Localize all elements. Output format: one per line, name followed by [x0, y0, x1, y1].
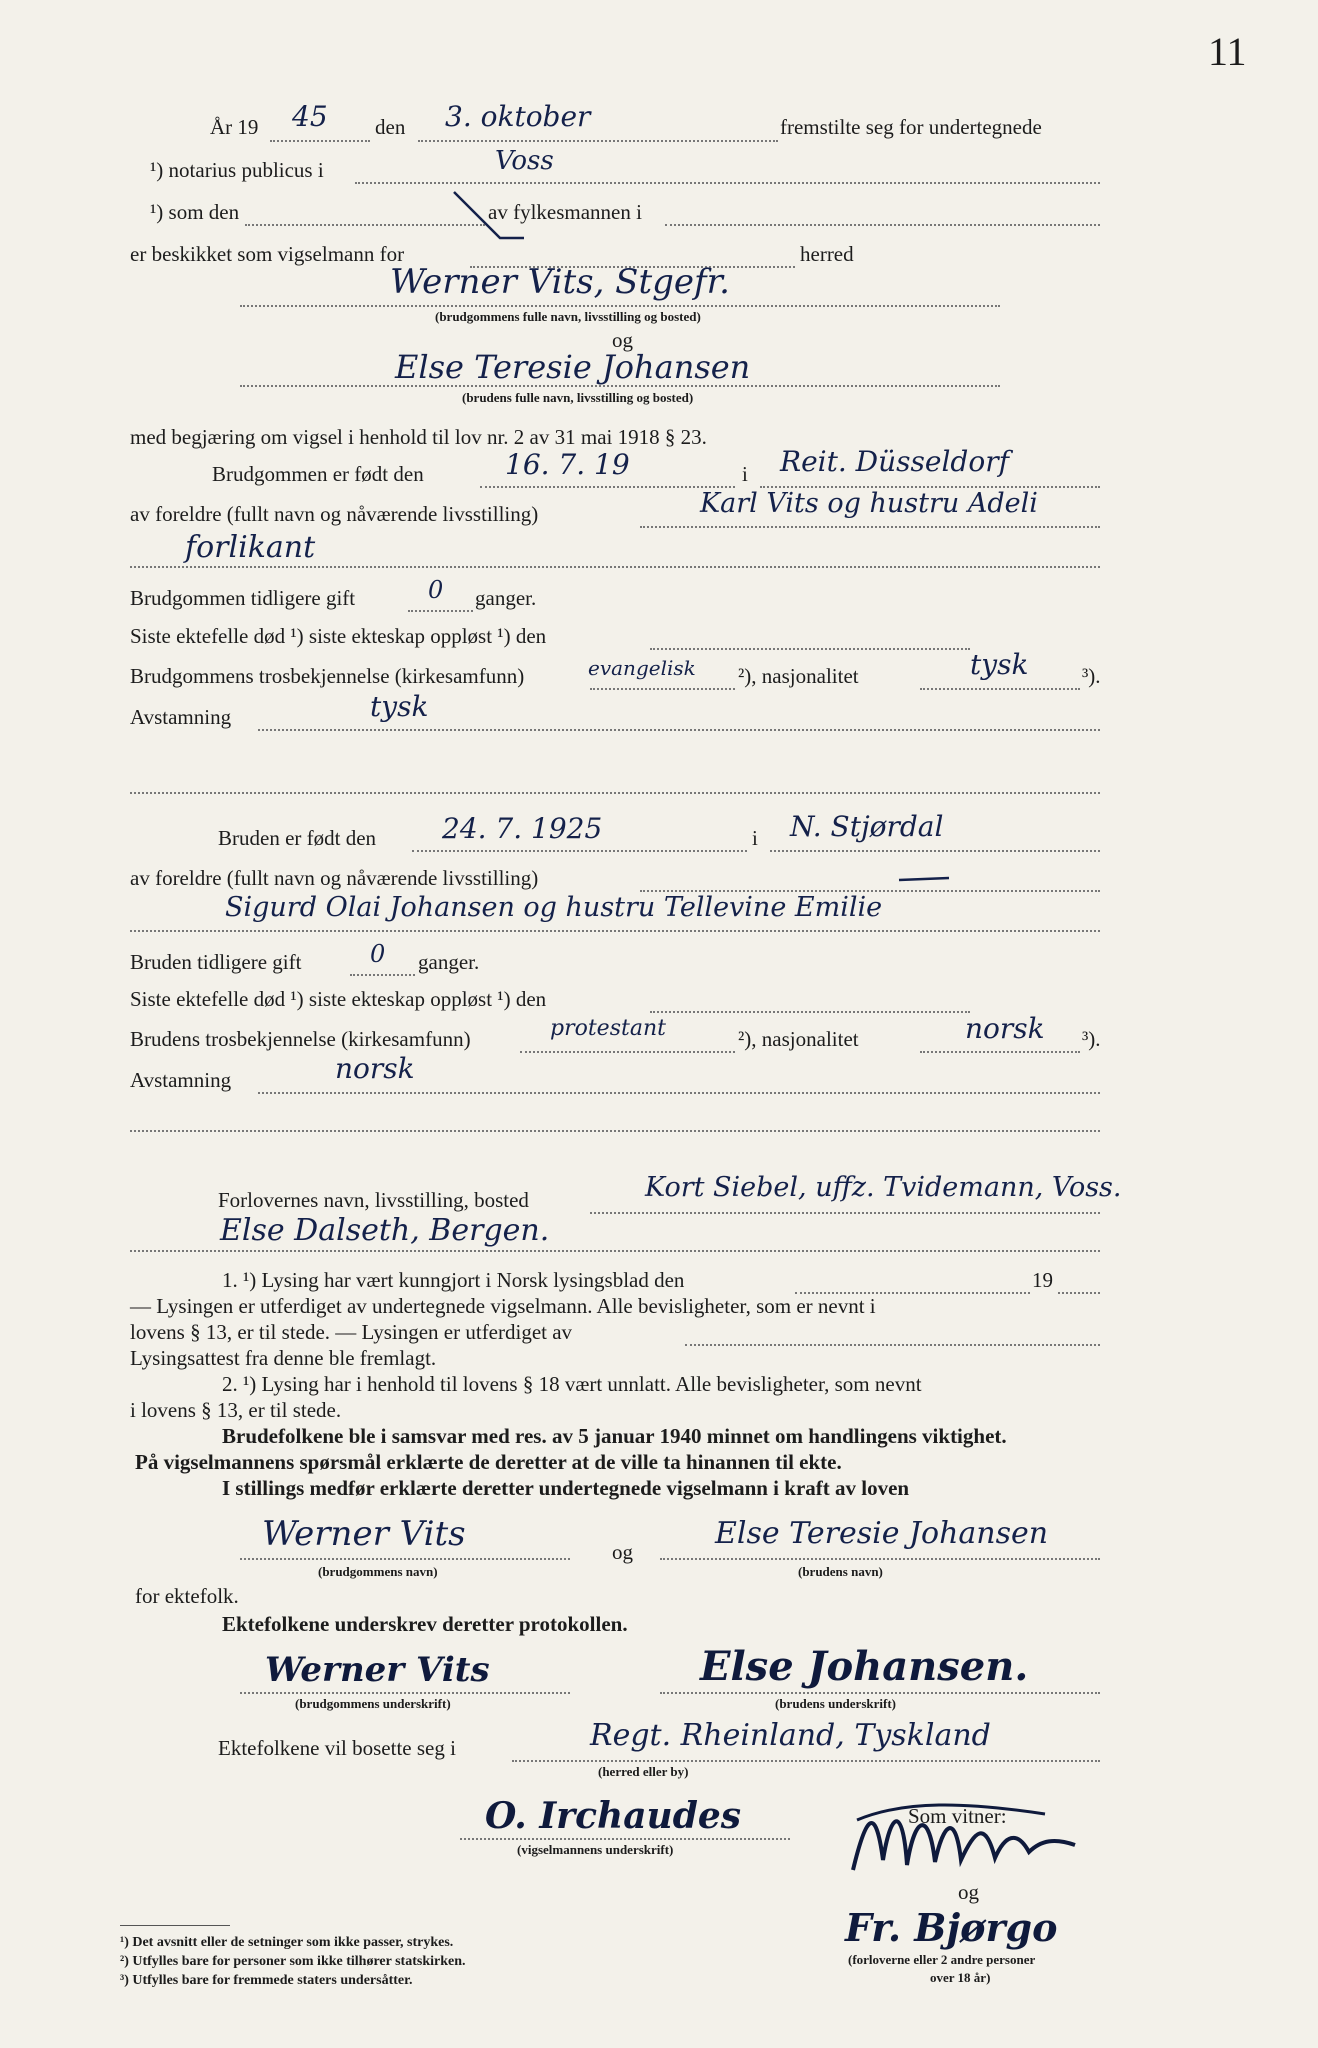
groom-nat-dots — [920, 688, 1080, 690]
witness-caption-2: over 18 år) — [930, 1970, 991, 1985]
bride-sig-line — [660, 1692, 1100, 1694]
footnote-rule — [120, 1925, 230, 1926]
groom-born-i: i — [742, 462, 748, 486]
year-value: 45 — [292, 100, 328, 133]
body-p7: Brudefolkene ble i samsvar med res. av 5 januar 1940 minnet om handlingens viktighet. — [222, 1424, 1007, 1448]
groom-born-dots — [480, 486, 735, 488]
witness-caption-1: (forloverne eller 2 andre personer — [848, 1952, 1036, 1967]
date-value: 3. oktober — [445, 100, 591, 133]
bride-fn3: ³). — [1082, 1027, 1101, 1051]
officiant-caption: (vigselmannens underskrift) — [517, 1842, 674, 1857]
decl-groom-name: Werner Vits — [262, 1514, 466, 1554]
bride-signature: Else Johansen. — [700, 1643, 1029, 1690]
groom-parents-dots2 — [130, 566, 1100, 568]
groom-fn3: ³). — [1082, 664, 1101, 688]
groom-avst-dots — [258, 729, 1100, 731]
beskikket-label: er beskikket som vigselmann for — [130, 242, 405, 266]
fylkesmannen-dots — [665, 224, 1100, 226]
strike-mark-2 — [895, 870, 955, 890]
bride-born-dots — [412, 850, 747, 852]
bride-faith-label: Brudens trosbekjennelse (kirkesamfunn) — [130, 1027, 471, 1051]
groom-faith-value: evangelisk — [588, 656, 696, 680]
bride-nat-value: norsk — [965, 1012, 1045, 1045]
som-den-dots — [245, 224, 485, 226]
groom-ganger: ganger. — [475, 586, 537, 610]
bride-avst-value: norsk — [335, 1052, 415, 1085]
groom-avst-label: Avstamning — [130, 705, 232, 729]
bride-last-spouse: Siste ektefelle død ¹) siste ekteskap oppløst ¹) den — [130, 987, 547, 1011]
groom-faith-dots — [590, 688, 735, 690]
herred-label: herred — [800, 242, 854, 266]
bride-avst-label: Avstamning — [130, 1068, 232, 1092]
body-p9: I stillings medfør erklærte deretter undertegnede vigselmann i kraft av loven — [222, 1476, 910, 1500]
witness-og: og — [958, 1880, 979, 1904]
bride-avst-dots — [258, 1092, 1100, 1094]
body-p6: i lovens § 13, er til stede. — [130, 1398, 342, 1422]
witness-2-signature: Fr. Bjørgo — [845, 1905, 1058, 1950]
footnote-3: ³) Utfylles bare for fremmede staters undersåtter. — [120, 1973, 413, 1988]
bride-prev-dots — [350, 974, 415, 976]
bride-born-place: N. Stjørdal — [790, 810, 944, 843]
body-p4: Lysingsattest fra denne ble fremlagt. — [130, 1346, 437, 1370]
bosette-value: Regt. Rheinland, Tyskland — [590, 1718, 991, 1753]
bride-last-dots — [650, 1011, 970, 1013]
bride-nat-dots — [920, 1051, 1080, 1053]
officiant-signature: O. Irchaudes — [485, 1795, 742, 1837]
forlovere-dots — [590, 1212, 1100, 1214]
groom-name-value: Werner Vits, Stgefr. — [390, 262, 730, 302]
strike-mark — [452, 188, 532, 248]
notarius-label: ¹) notarius publicus i — [150, 158, 324, 182]
forlovere-value2: Else Dalseth, Bergen. — [220, 1213, 550, 1248]
groom-prev-value: 0 — [428, 576, 444, 604]
groom-name-line — [240, 305, 1000, 307]
groom-fn2: ²), nasjonalitet — [738, 664, 859, 688]
date-dots — [418, 140, 778, 142]
decl-bride-dots — [660, 1558, 1100, 1560]
bride-parents-label: av foreldre (fullt navn og nåværende livsstilling) — [130, 866, 539, 890]
groom-name-caption: (brudgommens fulle navn, livsstilling og bosted) — [435, 309, 701, 324]
groom-parents-value2: forlikant — [185, 530, 316, 565]
bride-sig-caption: (brudens underskrift) — [775, 1696, 896, 1711]
body-p1-dots2 — [1058, 1292, 1100, 1294]
bride-prev-value: 0 — [370, 940, 386, 968]
year-dots — [270, 140, 370, 142]
decl-og: og — [612, 1540, 633, 1564]
for-ektefolk: for ektefolk. — [135, 1584, 239, 1608]
bride-faith-value: protestant — [550, 1016, 666, 1041]
groom-blank-line — [130, 792, 1100, 794]
footnote-2: ²) Utfylles bare for personer som ikke tilhører statskirken. — [120, 1954, 466, 1969]
groom-born-label: Brudgommen er født den — [212, 462, 424, 486]
forlovere-dots2 — [130, 1250, 1100, 1252]
groom-last-spouse: Siste ektefelle død ¹) siste ekteskap oppløst ¹) den — [130, 624, 547, 648]
bride-prev-label: Bruden tidligere gift — [130, 950, 302, 974]
den-label: den — [375, 115, 406, 139]
groom-sig-line — [240, 1692, 570, 1694]
som-den-label: ¹) som den — [150, 200, 240, 224]
groom-born-place: Reit. Düsseldorf — [780, 445, 1009, 478]
bride-fn2: ²), nasjonalitet — [738, 1027, 859, 1051]
request-text: med begjæring om vigsel i henhold til lov nr. 2 av 31 mai 1918 § 23. — [130, 425, 707, 449]
bride-born-date: 24. 7. 1925 — [442, 812, 603, 845]
footnote-1: ¹) Det avsnitt eller de setninger som ikke passer, strykes. — [120, 1935, 454, 1950]
body-p1-19: 19 — [1032, 1268, 1053, 1292]
decl-groom-dots — [240, 1558, 570, 1560]
body-p8: På vigselmannens spørsmål erklærte de deretter at de ville ta hinannen til ekte. — [135, 1450, 842, 1474]
bride-faith-dots — [520, 1051, 735, 1053]
bosette-dots — [512, 1760, 1100, 1762]
body-p5: 2. ¹) Lysing har i henhold til lovens § 18 vært unnlatt. Alle bevisligheter, som nevnt — [222, 1372, 922, 1396]
body-p1: 1. ¹) Lysing har vært kunngjort i Norsk lysingsblad den — [222, 1268, 685, 1292]
fylkesmannen-label: av fylkesmannen i — [488, 200, 642, 224]
groom-parents-value: Karl Vits og hustru Adeli — [700, 488, 1038, 519]
og-label: og — [612, 328, 633, 352]
officiant-sig-line — [460, 1838, 790, 1840]
groom-prev-label: Brudgommen tidligere gift — [130, 586, 356, 610]
year-label: År 19 — [210, 115, 259, 139]
body-p3-dots — [685, 1344, 1100, 1346]
groom-signature: Werner Vits — [265, 1650, 490, 1690]
fremstilte-label: fremstilte seg for undertegnede — [780, 115, 1042, 139]
bride-name-caption: (brudens fulle navn, livsstilling og bosted) — [462, 390, 694, 405]
groom-last-dots — [650, 648, 970, 650]
bosette-label: Ektefolkene vil bosette seg i — [218, 1736, 456, 1760]
som-vitner: Som vitner: — [908, 1804, 1007, 1828]
bride-blank-line — [130, 1130, 1100, 1132]
bride-born-i: i — [752, 826, 758, 850]
decl-groom-caption: (brudgommens navn) — [318, 1564, 438, 1579]
groom-parents-label: av foreldre (fullt navn og nåværende livsstilling) — [130, 502, 539, 526]
bride-parents-dots2 — [130, 930, 1100, 932]
decl-bride-name: Else Teresie Johansen — [715, 1516, 1049, 1551]
bride-name-value: Else Teresie Johansen — [395, 348, 751, 386]
forlovere-label: Forlovernes navn, livsstilling, bosted — [218, 1188, 529, 1212]
groom-faith-label: Brudgommens trosbekjennelse (kirkesamfunn) — [130, 664, 525, 688]
signed-text: Ektefolkene underskrev deretter protokollen. — [222, 1612, 628, 1636]
page-number: 11 — [1208, 29, 1247, 74]
body-p3: lovens § 13, er til stede. — Lysingen er utferdiget av — [130, 1320, 573, 1344]
groom-prev-dots — [408, 610, 473, 612]
bosette-caption: (herred eller by) — [598, 1764, 689, 1779]
bride-born-label: Bruden er født den — [218, 826, 377, 850]
decl-bride-caption: (brudens navn) — [798, 1564, 883, 1579]
notarius-dots — [355, 182, 1100, 184]
bride-place-dots — [770, 850, 1100, 852]
notarius-value: Voss — [495, 146, 554, 176]
bride-ganger: ganger. — [418, 950, 480, 974]
body-p2: — Lysingen er utferdiget av undertegnede vigselmann. Alle bevisligheter, som er nevnt i — [130, 1294, 876, 1318]
groom-nat-value: tysk — [970, 648, 1029, 681]
groom-born-date: 16. 7. 19 — [505, 448, 630, 481]
bride-parents-value: Sigurd Olai Johansen og hustru Tellevine Emilie — [225, 892, 883, 923]
groom-sig-caption: (brudgommens underskrift) — [295, 1696, 451, 1711]
forlovere-value1: Kort Siebel, uffz. Tvidemann, Voss. — [645, 1172, 1122, 1203]
groom-avst-value: tysk — [370, 690, 429, 723]
groom-parents-dots — [640, 526, 1100, 528]
witness-1-signature — [845, 1790, 1085, 1880]
